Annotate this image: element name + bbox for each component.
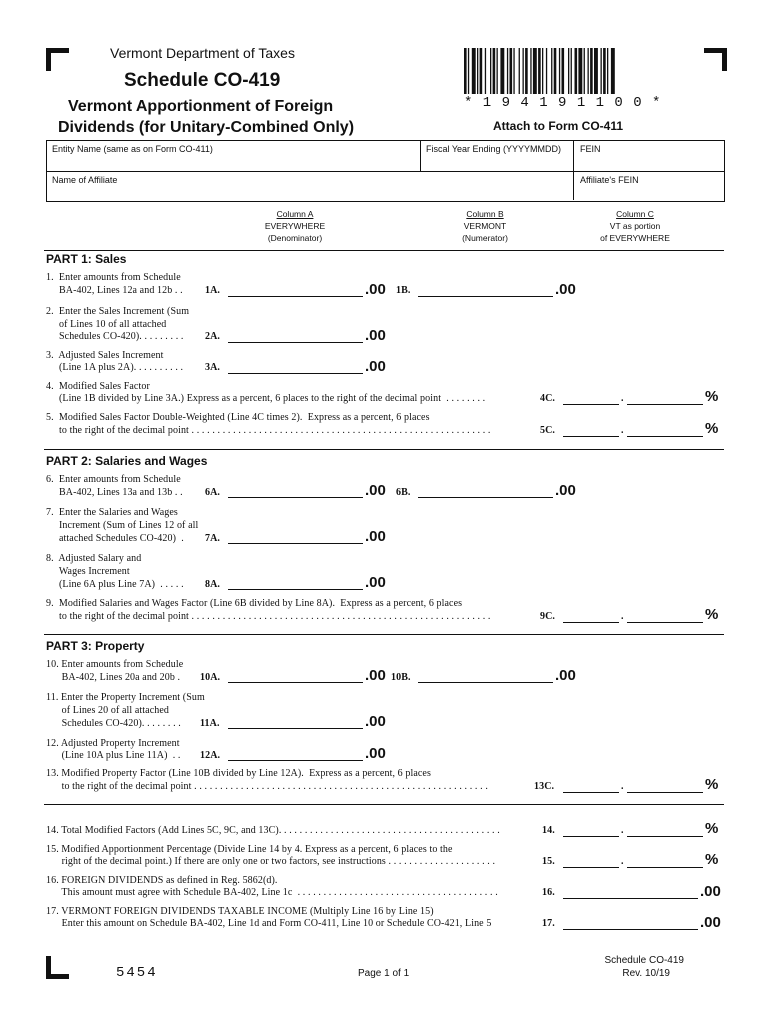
- line-1b-input[interactable]: [418, 296, 553, 297]
- line-14-text: 14. Total Modified Factors (Add Lines 5C, 9C, and 13C). . . . . . . . . . . . . . . . . . . . . . . . . . . . . . . . . . . . . . . . . . .: [46, 825, 500, 836]
- line-7a-label: 7A.: [205, 533, 221, 544]
- line-6b-cents: .00: [555, 482, 576, 499]
- line-4c-label: 4C.: [540, 393, 556, 404]
- line-17-input[interactable]: [563, 929, 698, 930]
- line-14-dot: .: [621, 825, 624, 836]
- line-8a-input[interactable]: [228, 589, 363, 590]
- line-16-input[interactable]: [563, 898, 698, 899]
- line-17-cents: .00: [700, 914, 721, 931]
- line-6b-label: 6B.: [396, 487, 411, 498]
- barcode-bar: [477, 48, 478, 94]
- barcode-bar: [507, 48, 508, 94]
- barcode-bar: [464, 48, 467, 94]
- line-11-text-c: Schedules CO-420). . . . . . . .: [46, 718, 181, 729]
- line-10a-label: 10A.: [200, 672, 221, 683]
- affiliate-fein-field[interactable]: Affiliate's FEIN: [580, 175, 639, 185]
- line-2-text-a: 2. Enter the Sales Increment (Sum: [46, 306, 190, 317]
- line-2-text-b: of Lines 10 of all attached: [46, 319, 167, 330]
- barcode-bar: [607, 48, 608, 94]
- line-2a-cents: .00: [365, 327, 386, 344]
- barcode-bar: [568, 48, 569, 94]
- line-15-text-b: right of the decimal point.) If there are only one or two factors, see instructions . . . . . . . . . . . . . . . . . . . . .: [46, 856, 496, 867]
- barcode-bar: [500, 48, 504, 94]
- line-1-text-a: 1. Enter amounts from Schedule: [46, 272, 181, 283]
- line-13c-input-dec[interactable]: [627, 792, 703, 793]
- barcode-bar: [480, 48, 483, 94]
- line-4c-dot: .: [621, 393, 624, 404]
- column-b-header: [430, 208, 540, 244]
- line-6-text-a: 6. Enter amounts from Schedule: [46, 474, 181, 485]
- line-9-text-b: to the right of the decimal point . . . . . . . . . . . . . . . . . . . . . . . . . . . . . . . . . . . . . . . . . . . . . . . . . . . . . . . . . .: [46, 611, 491, 622]
- barcode-bar: [472, 48, 476, 94]
- line-6a-input[interactable]: [228, 497, 363, 498]
- line-3a-label: 3A.: [205, 362, 221, 373]
- line-2a-label: 2A.: [205, 331, 221, 342]
- part3-heading: PART 3: Property: [46, 639, 145, 653]
- column-b-sub2: (Numerator): [462, 233, 508, 243]
- line-15-dot: .: [621, 856, 624, 867]
- barcode-bar: [538, 48, 541, 94]
- line-1b-label: 1B.: [396, 285, 411, 296]
- line-12-text-a: 12. Adjusted Property Increment: [46, 738, 180, 749]
- part2-rule: [44, 449, 724, 450]
- line-9c-input-dec[interactable]: [627, 622, 703, 623]
- barcode-bar: [594, 48, 598, 94]
- line-9c-input-int[interactable]: [563, 622, 619, 623]
- page-number: Page 1 of 1: [358, 968, 410, 979]
- line-11-text-b: of Lines 20 of all attached: [46, 705, 169, 716]
- barcode-image: [464, 48, 656, 94]
- part3-rule: [44, 634, 724, 635]
- line-16-label: 16.: [542, 887, 555, 898]
- column-a-sub1: EVERYWHERE: [264, 221, 326, 231]
- barcode-text: * 1 9 4 1 9 1 1 0 0 *: [464, 95, 662, 111]
- line-12a-label: 12A.: [200, 750, 221, 761]
- line-3a-cents: .00: [365, 358, 386, 375]
- line-9c-percent: %: [705, 606, 719, 623]
- department-name: Vermont Department of Taxes: [110, 45, 295, 61]
- line-14-input-dec[interactable]: [627, 836, 703, 837]
- line-5c-label: 5C.: [540, 425, 556, 436]
- corner-mark-bottom-left: [46, 956, 69, 979]
- line-4-text-b: (Line 1B divided by Line 3A.) Express as a percent, 6 places to the right of the decimal point . . . . . . . .: [46, 393, 486, 404]
- line-10-text-a: 10. Enter amounts from Schedule: [46, 659, 184, 670]
- part3-end-rule: [44, 804, 724, 805]
- line-10-text-b: BA-402, Lines 20a and 20b .: [46, 672, 181, 683]
- line-8a-cents: .00: [365, 574, 386, 591]
- barcode-bar: [562, 48, 565, 94]
- form-title-line2: Dividends (for Unitary-Combined Only): [58, 119, 355, 136]
- part2-heading: PART 2: Salaries and Wages: [46, 454, 208, 468]
- barcode-bar: [611, 48, 615, 94]
- line-2a-input[interactable]: [228, 342, 363, 343]
- line-4c-percent: %: [705, 388, 719, 405]
- barcode-bar: [584, 48, 585, 94]
- column-b-title: Column B: [466, 209, 504, 219]
- line-11a-label: 11A.: [200, 718, 220, 729]
- affiliate-name-field[interactable]: Name of Affiliate: [52, 175, 118, 185]
- barcode-bar: [588, 48, 589, 94]
- line-13c-input-int[interactable]: [563, 792, 619, 793]
- barcode-bar: [497, 48, 498, 94]
- line-5c-dot: .: [621, 425, 624, 436]
- line-10a-input[interactable]: [228, 682, 363, 683]
- line-12a-input[interactable]: [228, 760, 363, 761]
- line-1a-label: 1A.: [205, 285, 221, 296]
- line-7-text-b: Increment (Sum of Lines 12 of all: [46, 520, 199, 531]
- line-13c-percent: %: [705, 776, 719, 793]
- footer-revision: Rev. 10/19: [622, 968, 670, 979]
- line-11a-cents: .00: [365, 713, 386, 730]
- column-c-sub1: VT as portion: [609, 221, 661, 231]
- line-7-text-c: attached Schedules CO-420) .: [46, 533, 184, 544]
- barcode-bar: [601, 48, 602, 94]
- line-15-percent: %: [705, 851, 719, 868]
- line-13-text-a: 13. Modified Property Factor (Line 10B divided by Line 12A). Express as a percent, 6 places: [46, 768, 431, 779]
- footer-schedule: Schedule CO-419: [604, 955, 684, 966]
- line-9c-dot: .: [621, 611, 624, 622]
- line-17-text-a: 17. VERMONT FOREIGN DIVIDENDS TAXABLE INCOME (Multiply Line 16 by Line 15): [46, 906, 434, 917]
- form-code: 5454: [116, 965, 158, 981]
- line-15-input-int[interactable]: [563, 867, 619, 868]
- column-a-title: Column A: [276, 209, 314, 219]
- barcode-bar: [571, 48, 572, 94]
- form-title-line1: Vermont Apportionment of Foreign: [68, 98, 334, 115]
- line-13-text-b: to the right of the decimal point . . . . . . . . . . . . . . . . . . . . . . . . . . . . . . . . . . . . . . . . . . . . . . . . . . . . . . . . .: [46, 781, 488, 792]
- line-8a-label: 8A.: [205, 579, 221, 590]
- line-15-text-a: 15. Modified Apportionment Percentage (Divide Line 14 by 4. Express as a percent, 6 places to the: [46, 844, 453, 855]
- barcode-bar: [551, 48, 552, 94]
- line-5c-input-int[interactable]: [563, 436, 619, 437]
- entity-name-field[interactable]: Entity Name (same as on Form CO-411): [52, 144, 213, 154]
- barcode-bar: [519, 48, 520, 94]
- column-c-title: Column C: [616, 209, 654, 219]
- line-16-text-a: 16. FOREIGN DIVIDENDS as defined in Reg. 5862(d).: [46, 875, 278, 886]
- line-10b-cents: .00: [555, 667, 576, 684]
- line-8-text-b: Wages Increment: [46, 566, 130, 577]
- line-1a-input[interactable]: [228, 296, 363, 297]
- line-6b-input[interactable]: [418, 497, 553, 498]
- entity-box-divider: [46, 171, 724, 172]
- line-10b-label: 10B.: [391, 672, 411, 683]
- line-17-label: 17.: [542, 918, 555, 929]
- line-6a-label: 6A.: [205, 487, 221, 498]
- barcode-bar: [525, 48, 528, 94]
- line-5c-percent: %: [705, 420, 719, 437]
- line-11-text-a: 11. Enter the Property Increment (Sum: [46, 692, 205, 703]
- line-1-text-b: BA-402, Lines 12a and 12b . .: [46, 285, 183, 296]
- line-6a-cents: .00: [365, 482, 386, 499]
- line-14-percent: %: [705, 820, 719, 837]
- line-12a-cents: .00: [365, 745, 386, 762]
- line-1a-cents: .00: [365, 281, 386, 298]
- line-5c-input-dec[interactable]: [627, 436, 703, 437]
- barcode-bar: [578, 48, 582, 94]
- barcode-bar: [546, 48, 547, 94]
- entity-box-vsep-2: [573, 140, 574, 200]
- line-5-text-b: to the right of the decimal point . . . . . . . . . . . . . . . . . . . . . . . . . . . . . . . . . . . . . . . . . . . . . . . . . . . . . . . . . .: [46, 425, 491, 436]
- line-6-text-b: BA-402, Lines 13a and 13b . .: [46, 487, 183, 498]
- line-12-text-b: (Line 10A plus Line 11A) . .: [46, 750, 181, 761]
- line-8-text-a: 8. Adjusted Salary and: [46, 553, 142, 564]
- line-14-label: 14.: [542, 825, 555, 836]
- fein-field[interactable]: FEIN: [580, 144, 601, 154]
- line-3-text-b: (Line 1A plus 2A). . . . . . . . . .: [46, 362, 184, 373]
- attach-note: Attach to Form CO-411: [493, 119, 624, 133]
- line-9c-label: 9C.: [540, 611, 556, 622]
- barcode-bar: [485, 48, 486, 94]
- barcode-bar: [493, 48, 496, 94]
- line-3-text-a: 3. Adjusted Sales Increment: [46, 350, 164, 361]
- barcode-bar: [559, 48, 560, 94]
- barcode-bar: [590, 48, 593, 94]
- corner-mark-top-left: [46, 48, 69, 71]
- line-7a-input[interactable]: [228, 543, 363, 544]
- column-a-sub2: (Denominator): [267, 233, 323, 243]
- barcode-bar: [523, 48, 524, 94]
- corner-mark-top-right: [704, 48, 727, 71]
- line-10a-cents: .00: [365, 667, 386, 684]
- schedule-title: Schedule CO-419: [124, 70, 281, 91]
- line-3a-input[interactable]: [228, 373, 363, 374]
- entity-box-vsep-1: [420, 140, 421, 171]
- barcode-bar: [542, 48, 543, 94]
- barcode-bar: [533, 48, 537, 94]
- line-11a-input[interactable]: [228, 728, 363, 729]
- barcode-bar: [510, 48, 513, 94]
- line-7a-cents: .00: [365, 528, 386, 545]
- line-15-label: 15.: [542, 856, 555, 867]
- column-c-sub2: of EVERYWHERE: [600, 233, 670, 243]
- column-a-header: [240, 208, 350, 244]
- line-4c-input-int[interactable]: [563, 404, 619, 405]
- line-13c-label: 13C.: [534, 781, 555, 792]
- line-9-text-a: 9. Modified Salaries and Wages Factor (Line 6B divided by Line 8A). Express as a percent, 6 places: [46, 598, 463, 609]
- line-10b-input[interactable]: [418, 682, 553, 683]
- barcode-bar: [468, 48, 469, 94]
- line-2-text-c: Schedules CO-420). . . . . . . . .: [46, 331, 184, 342]
- column-b-sub1: VERMONT: [463, 221, 507, 231]
- line-8-text-c: (Line 6A plus Line 7A) . . . . .: [46, 579, 184, 590]
- line-16-text-b: This amount must agree with Schedule BA-402, Line 1c . . . . . . . . . . . . . . . . . . . . . . . . . . . . . . . . . . . . . . .: [46, 887, 498, 898]
- line-4-text-a: 4. Modified Sales Factor: [46, 381, 150, 392]
- barcode-bar: [554, 48, 557, 94]
- barcode-bar: [490, 48, 491, 94]
- line-14-input-int[interactable]: [563, 836, 619, 837]
- fiscal-year-field[interactable]: Fiscal Year Ending (YYYYMMDD): [426, 144, 562, 154]
- line-16-cents: .00: [700, 883, 721, 900]
- barcode-bar: [513, 48, 514, 94]
- part1-heading: PART 1: Sales: [46, 252, 127, 266]
- barcode-bar: [575, 48, 578, 94]
- part1-rule: [44, 250, 724, 251]
- barcode-bar: [530, 48, 531, 94]
- column-c-header: [580, 208, 690, 244]
- line-7-text-a: 7. Enter the Salaries and Wages: [46, 507, 178, 518]
- line-17-text-b: Enter this amount on Schedule BA-402, Line 1d and Form CO-411, Line 10 or Schedule CO-421, Line 5: [46, 918, 492, 929]
- line-15-input-dec[interactable]: [627, 867, 703, 868]
- line-1b-cents: .00: [555, 281, 576, 298]
- line-4c-input-dec[interactable]: [627, 404, 703, 405]
- line-13c-dot: .: [621, 781, 624, 792]
- barcode-bar: [603, 48, 606, 94]
- line-5-text-a: 5. Modified Sales Factor Double-Weighted (Line 4C times 2). Express as a percent, 6 places: [46, 412, 430, 423]
